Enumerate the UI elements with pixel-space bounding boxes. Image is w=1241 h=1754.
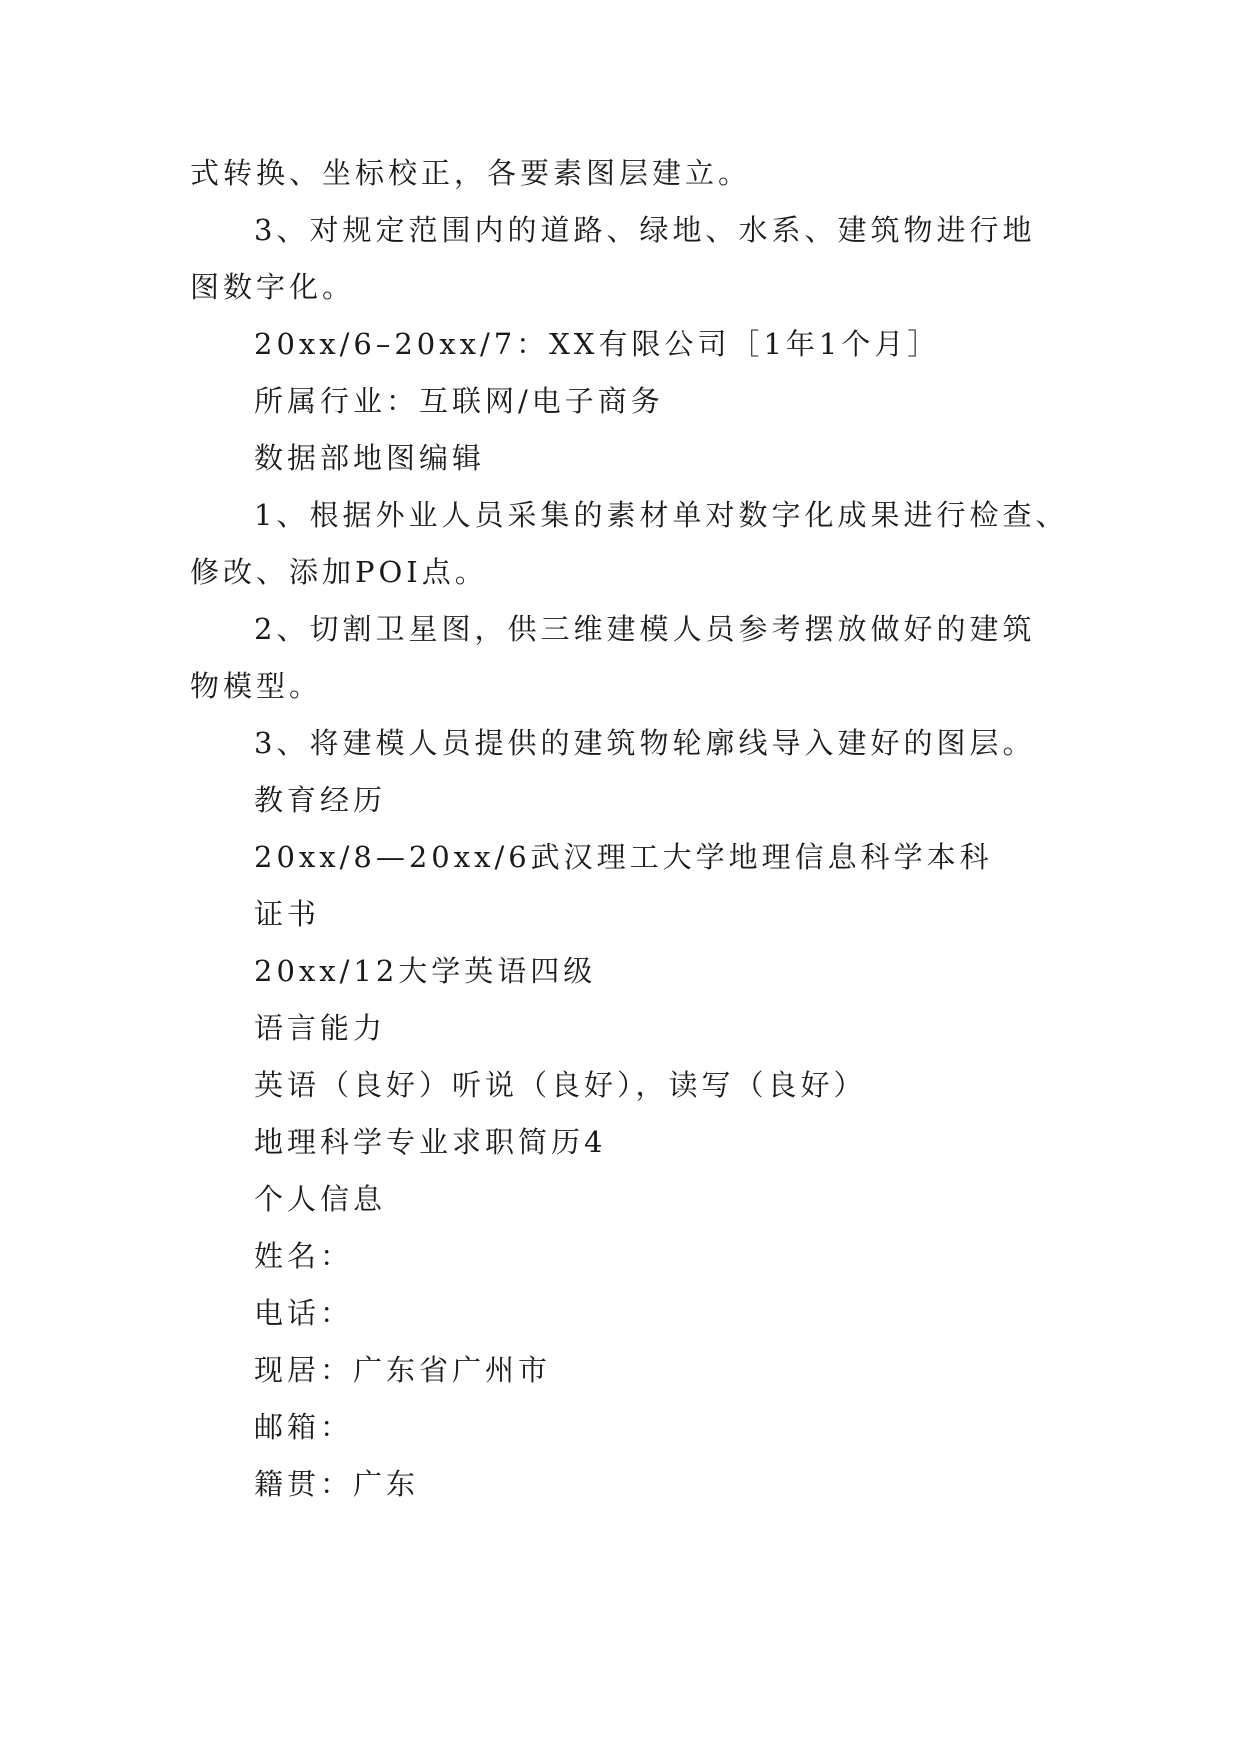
section-heading: 证书 bbox=[254, 897, 321, 931]
document-title: 地理科学专业求职简历4 bbox=[254, 1125, 607, 1159]
text-line: 姓名： bbox=[254, 1239, 354, 1273]
text-line: 英语（良好）听说（良好），读写（良好） bbox=[254, 1068, 867, 1102]
text-line: 20xx/6–20xx/7：XX有限公司［1年1个月］ bbox=[254, 327, 941, 361]
section-heading: 语言能力 bbox=[254, 1011, 387, 1045]
section-heading: 数据部地图编辑 bbox=[254, 441, 486, 475]
text-line: 2、切割卫星图，供三维建模人员参考摆放做好的建筑 bbox=[254, 612, 1036, 646]
text-line: 图数字化。 bbox=[190, 270, 356, 304]
section-heading: 个人信息 bbox=[254, 1182, 387, 1216]
text-line: 物模型。 bbox=[190, 669, 323, 703]
text-line: 3、将建模人员提供的建筑物轮廓线导入建好的图层。 bbox=[254, 726, 1036, 760]
text-line: 籍贯：广东 bbox=[254, 1467, 420, 1501]
text-line: 邮箱： bbox=[254, 1410, 354, 1444]
text-line: 20xx/8—20xx/6武汉理工大学地理信息科学本科 bbox=[254, 840, 993, 874]
text-line: 所属行业：互联网/电子商务 bbox=[254, 384, 664, 418]
text-line: 电话： bbox=[254, 1296, 354, 1330]
text-line: 修改、添加POI点。 bbox=[190, 555, 488, 589]
text-line: 20xx/12大学英语四级 bbox=[254, 954, 597, 988]
text-line: 3、对规定范围内的道路、绿地、水系、建筑物进行地 bbox=[254, 213, 1036, 247]
document-body bbox=[190, 154, 1070, 1522]
text-line: 1、根据外业人员采集的素材单对数字化成果进行检查、 bbox=[254, 498, 1069, 532]
text-line: 现居：广东省广州市 bbox=[254, 1353, 552, 1387]
section-heading: 教育经历 bbox=[254, 783, 387, 817]
text-line: 式转换、坐标校正，各要素图层建立。 bbox=[190, 156, 752, 190]
